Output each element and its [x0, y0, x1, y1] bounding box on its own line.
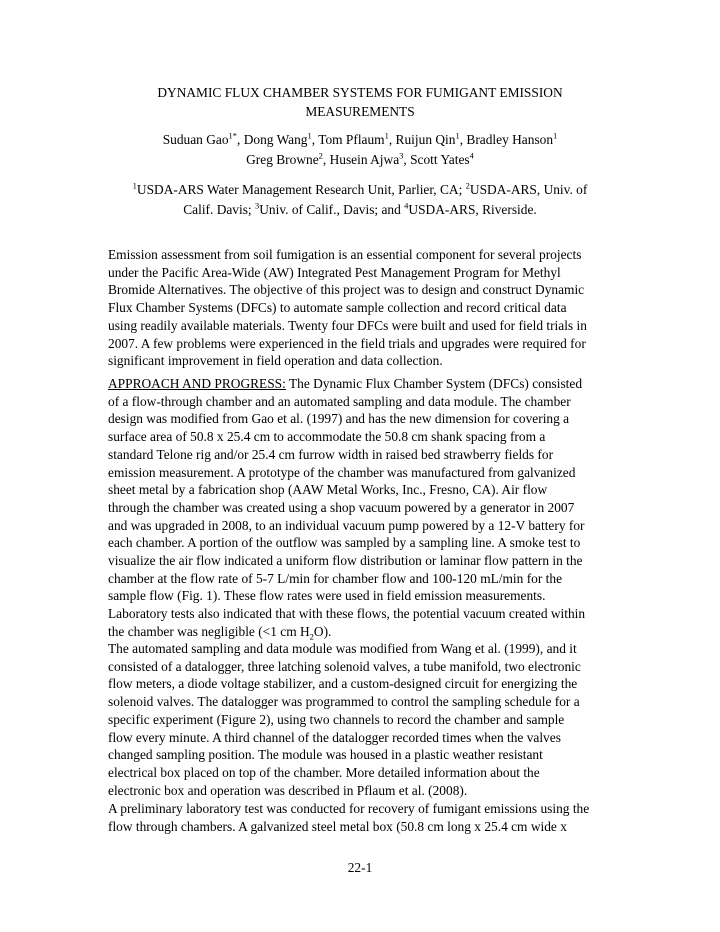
text-line: solenoid valves. The datalogger was programmed to control the sampling schedule for a: [108, 694, 580, 710]
text-line: The automated sampling and data module was modified from Wang et al. (1999), and it: [108, 641, 577, 656]
affil-text: Univ. of Calif., Davis; and: [259, 202, 405, 217]
text-line: [108, 623, 618, 641]
text-line: Flux Chamber Systems (DFCs) to automate sample collection and record critical data: [108, 300, 567, 316]
text-line: Laboratory tests also indicated that with these flows, the potential vacuum created within: [108, 606, 586, 622]
text-span: The Dynamic Flux Chamber System (DFCs) consisted: [285, 376, 583, 391]
text-line: each chamber. A portion of the outflow was sampled by a sampling line. A smoke test to: [108, 535, 581, 551]
text-line: standard Telone rig and/or 25.4 cm furrow width in raised bed strawberry fields for: [108, 446, 554, 462]
text-line: [108, 375, 618, 393]
author-name: Greg Browne: [246, 152, 319, 167]
affil-mark: 2: [465, 180, 470, 191]
text-line: flow every minute. A third channel of the datalogger recorded times when the valves: [108, 729, 561, 745]
text-line: significant improvement in field operation and data collection.: [108, 353, 443, 369]
text-line: visualize the air flow indicated a uniform flow distribution or laminar flow pattern in the: [108, 553, 583, 569]
author-affil-mark: 1*: [228, 130, 238, 141]
prelim-paragraph: [108, 800, 618, 835]
affiliations: [90, 180, 630, 220]
text-span: O).: [313, 623, 332, 639]
text-line: electronic box and operation was described in Pflaum et al. (2008).: [108, 782, 468, 798]
author-affil-mark: 1: [384, 130, 389, 141]
text-line: design was modified from Gao et al. (1997) and has the new dimension for covering a: [108, 411, 570, 427]
text-line: flow meters, a diode voltage stabilizer, and a custom-designed circuit for energizing the: [108, 676, 578, 692]
page-number: 22-1: [347, 860, 373, 875]
affiliation-line-2: [90, 200, 630, 220]
author-line-2: [90, 150, 630, 170]
text-line: Bromide Alternatives. The objective of this project was to design and construct Dynamic: [108, 282, 585, 298]
affil-mark: 4: [404, 200, 409, 211]
text-line: flow through chambers. A galvanized steel metal box (50.8 cm long x 25.4 cm wide x: [108, 818, 567, 834]
text-line: specific experiment (Figure 2), using two channels to record the chamber and sample: [108, 711, 565, 727]
affil-text: USDA-ARS, Riverside.: [408, 202, 537, 217]
text-line: chamber at the flow rate of 5-7 L/min for chamber flow and 100-120 mL/min for the: [108, 570, 563, 586]
subscript: 2: [309, 631, 314, 642]
approach-paragraph: [108, 375, 618, 641]
author-affil-mark: 4: [469, 150, 474, 161]
text-line: and was upgraded in 2008, to an individual vacuum pump powered by a 12-V battery for: [108, 517, 585, 533]
text-line: of a flow-through chamber and an automated sampling and data module. The chamber: [108, 393, 571, 409]
title-line-2: MEASUREMENTS: [305, 104, 415, 119]
author-list: [90, 130, 630, 170]
author-name: , Dong Wang: [237, 132, 308, 147]
author-affil-mark: 1: [553, 130, 558, 141]
text-line: surface area of 50.8 x 25.4 cm to accommodate the 50.8 cm shank spacing from a: [108, 429, 546, 445]
paper-title: [100, 83, 620, 121]
abstract-paragraph: [108, 246, 618, 370]
affiliation-line-1: [90, 180, 630, 200]
text-line: sample flow (Fig. 1). These flow rates were used in field emission measurements.: [108, 588, 546, 604]
section-heading: APPROACH AND PROGRESS:: [108, 376, 286, 391]
text-line: Emission assessment from soil fumigation is an essential component for several projects: [108, 247, 582, 262]
author-name: , Ruijun Qin: [388, 132, 456, 147]
text-span: the chamber was negligible (<1 cm H: [108, 623, 310, 639]
text-line: under the Pacific Area-Wide (AW) Integrated Pest Management Program for Methyl: [108, 264, 561, 280]
author-name: , Scott Yates: [403, 152, 470, 167]
text-line: consisted of a datalogger, three latching solenoid valves, a tube manifold, two electronic: [108, 658, 581, 674]
author-name: Suduan Gao: [162, 132, 229, 147]
text-line: sheet metal by a fabrication shop (AAW Metal Works, Inc., Fresno, CA). Air flow: [108, 482, 548, 498]
text-line: electrical box placed on top of the chamber. More detailed information about the: [108, 764, 540, 780]
author-affil-mark: 2: [318, 150, 323, 161]
text-line: 2007. A few problems were experienced in the field trials and upgrades were required for: [108, 335, 586, 351]
affil-text: USDA-ARS Water Management Research Unit, Parlier, CA;: [136, 182, 466, 197]
text-line: using readily available materials. Twenty four DFCs were built and used for field trials in: [108, 317, 587, 333]
author-name: , Tom Pflaum: [311, 132, 385, 147]
module-paragraph: [108, 640, 618, 799]
affil-text: USDA-ARS, Univ. of: [469, 182, 588, 197]
affil-text: Calif. Davis;: [183, 202, 255, 217]
text-line: through the chamber was created using a shop vacuum powered by a generator in 2007: [108, 499, 575, 515]
author-line-1: [90, 130, 630, 150]
text-line: emission measurement. A prototype of the chamber was manufactured from galvanized: [108, 464, 576, 480]
text-line: changed sampling position. The module was housed in a plastic weather resistant: [108, 747, 543, 763]
text-line: A preliminary laboratory test was conducted for recovery of fumigant emissions using the: [108, 801, 590, 816]
author-affil-mark: 1: [307, 130, 312, 141]
author-affil-mark: 3: [399, 150, 404, 161]
author-name: , Bradley Hanson: [459, 132, 554, 147]
title-line-1: DYNAMIC FLUX CHAMBER SYSTEMS FOR FUMIGANT EMISSION: [157, 85, 563, 100]
affil-mark: 3: [255, 200, 260, 211]
affil-mark: 1: [132, 180, 137, 191]
author-name: , Husein Ajwa: [322, 152, 400, 167]
author-affil-mark: 1: [455, 130, 460, 141]
